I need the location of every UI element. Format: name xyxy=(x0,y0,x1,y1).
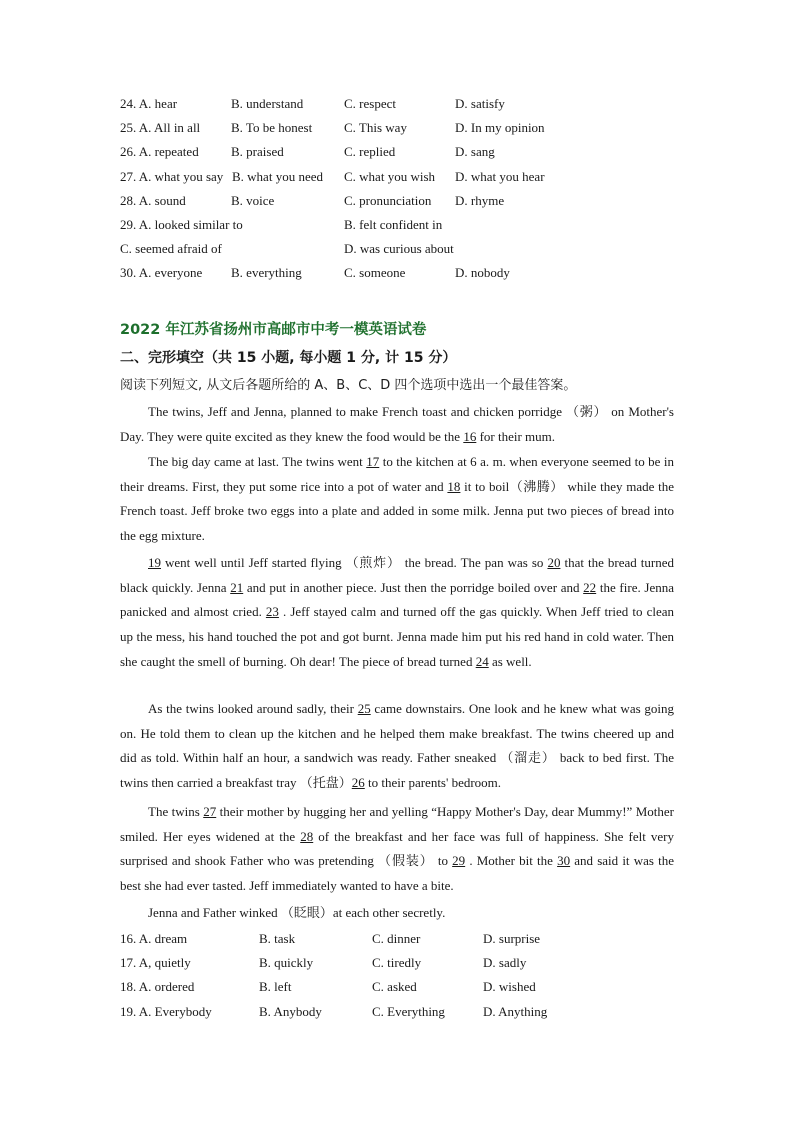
blank-27: 27 xyxy=(203,804,217,819)
option-c: C. what you wish xyxy=(344,169,435,184)
option-a: 28. A. sound xyxy=(120,193,186,208)
option-d: D. satisfy xyxy=(455,96,505,111)
option-c: C. replied xyxy=(344,144,396,159)
option-a: 30. A. everyone xyxy=(120,265,203,280)
option-b: B. left xyxy=(259,979,292,994)
blank-18: 18 xyxy=(447,478,461,494)
option-b: B. what you need xyxy=(232,169,323,184)
option-b: B. praised xyxy=(231,144,284,159)
option-b: B. quickly xyxy=(259,955,314,970)
section-heading: 二、完形填空（共 15 小题, 每小题 1 分, 计 15 分） xyxy=(120,350,457,366)
option-a: 26. A. repeated xyxy=(120,144,199,159)
option-c: C. seemed afraid of xyxy=(120,241,222,256)
option-a: 27. A. what you say xyxy=(120,169,224,184)
option-a: 16. A. dream xyxy=(120,931,188,946)
option-a: 24. A. hear xyxy=(120,96,178,111)
option-b: B. Anybody xyxy=(259,1004,322,1019)
passage-paragraph-3: 19 went well until Jeff started flying （煎炸） the bread. The pan was so 20 that the bread turned black quickly. Jenna 21 and put in another piece. Just then the porridge boiled over and 22 the fire. Jenna panicked and almost cried. 23 . Jeff stayed calm and turned off the gas quickly. When Jeff tried to clean up the mess, his hand touched the pot and got burnt. Jenna made him put his red hand in cold water. Then she caught the smell of burning. Oh dear! The piece of bread turned 24 as well. xyxy=(120,555,674,669)
option-a: 18. A. ordered xyxy=(120,979,195,994)
option-b: B. voice xyxy=(231,193,275,208)
option-c: C. Everything xyxy=(372,1004,445,1019)
option-c: C. someone xyxy=(344,265,406,280)
option-a: 25. A. All in all xyxy=(120,120,201,135)
blank-16: 16 xyxy=(463,428,477,444)
blank-19: 19 xyxy=(148,555,161,570)
option-c: C. dinner xyxy=(372,931,421,946)
option-a: 19. A. Everybody xyxy=(120,1004,212,1019)
blank-25: 25 xyxy=(357,701,371,716)
option-d: D. surprise xyxy=(483,931,541,946)
option-d: D. In my opinion xyxy=(455,120,545,135)
passage-paragraph-4: As the twins looked around sadly, their 25 came downstairs. One look and he knew what was going on. He told them to clean up the kitchen and he helped them make breakfast. The twins cheered up and did as told. Within half an hour, a sandwich was ready. Father sneaked （溜走） back to bed first. The twins then carried a breakfast tray （托盘）26 to their parents' bedroom. xyxy=(120,701,674,791)
blank-29: 29 xyxy=(452,853,466,869)
option-c: C. This way xyxy=(344,120,407,135)
option-b: B. felt confident in xyxy=(344,217,443,232)
passage-paragraph-2: The big day came at last. The twins went 17 to the kitchen at 6 a. m. when everyone seemed to be in their dreams. First, they put some rice into a pot of water and 18 it to boil（沸腾） while they made the French toast. Jeff broke two eggs into a plate and added in some milk. Jenna put two pieces of bread into the egg mixture. xyxy=(120,454,674,544)
option-c: C. asked xyxy=(372,979,417,994)
instruction-text: 阅读下列短文, 从文后各题所给的 A、B、C、D 四个选项中选出一个最佳答案。 xyxy=(120,378,577,393)
option-d: D. wished xyxy=(483,979,536,994)
option-c: C. tiredly xyxy=(372,955,422,970)
blank-20: 20 xyxy=(547,555,561,570)
option-a: 29. A. looked similar to xyxy=(120,217,243,232)
blank-24: 24 xyxy=(475,653,489,669)
passage-paragraph-6: Jenna and Father winked （眨眼）at each other secretly. xyxy=(148,905,446,920)
option-c: C. respect xyxy=(344,96,396,111)
option-d: D. was curious about xyxy=(344,241,454,256)
option-c: C. pronunciation xyxy=(344,193,432,208)
option-b: B. task xyxy=(259,931,296,946)
option-b: B. everything xyxy=(231,265,302,280)
blank-21: 21 xyxy=(230,579,244,595)
blank-17: 17 xyxy=(366,454,380,469)
option-b: B. To be honest xyxy=(231,120,313,135)
option-d: D. what you hear xyxy=(455,169,545,184)
blank-22: 22 xyxy=(583,579,597,595)
option-d: D. Anything xyxy=(483,1004,548,1019)
blank-23: 23 xyxy=(265,604,279,620)
blank-26: 26 xyxy=(351,775,365,791)
option-d: D. sang xyxy=(455,144,495,159)
option-d: D. nobody xyxy=(455,265,510,280)
blank-30: 30 xyxy=(557,853,571,869)
passage-paragraph-1: The twins, Jeff and Jenna, planned to make French toast and chicken porridge （粥） on Mother's Day. They were quite excited as they knew the food would be the 16 for their mum. xyxy=(120,404,674,444)
exam-title: 2022 年江苏省扬州市高邮市中考一模英语试卷 xyxy=(120,322,427,338)
passage-paragraph-5: The twins 27 their mother by hugging her and yelling “Happy Mother's Day, dear Mummy!” Mother smiled. Her eyes widened at the 28 of the breakfast and her face was full of happiness. She felt very surprised and shook Father who was pretending （假装） to 29 . Mother bit the 30 and said it was the best she had ever tasted. Jeff immediately wanted to have a bite. xyxy=(120,804,674,894)
blank-28: 28 xyxy=(300,828,314,844)
option-b: B. understand xyxy=(231,96,304,111)
option-d: D. rhyme xyxy=(455,193,505,208)
option-d: D. sadly xyxy=(483,955,527,970)
option-a: 17. A, quietly xyxy=(120,955,191,970)
